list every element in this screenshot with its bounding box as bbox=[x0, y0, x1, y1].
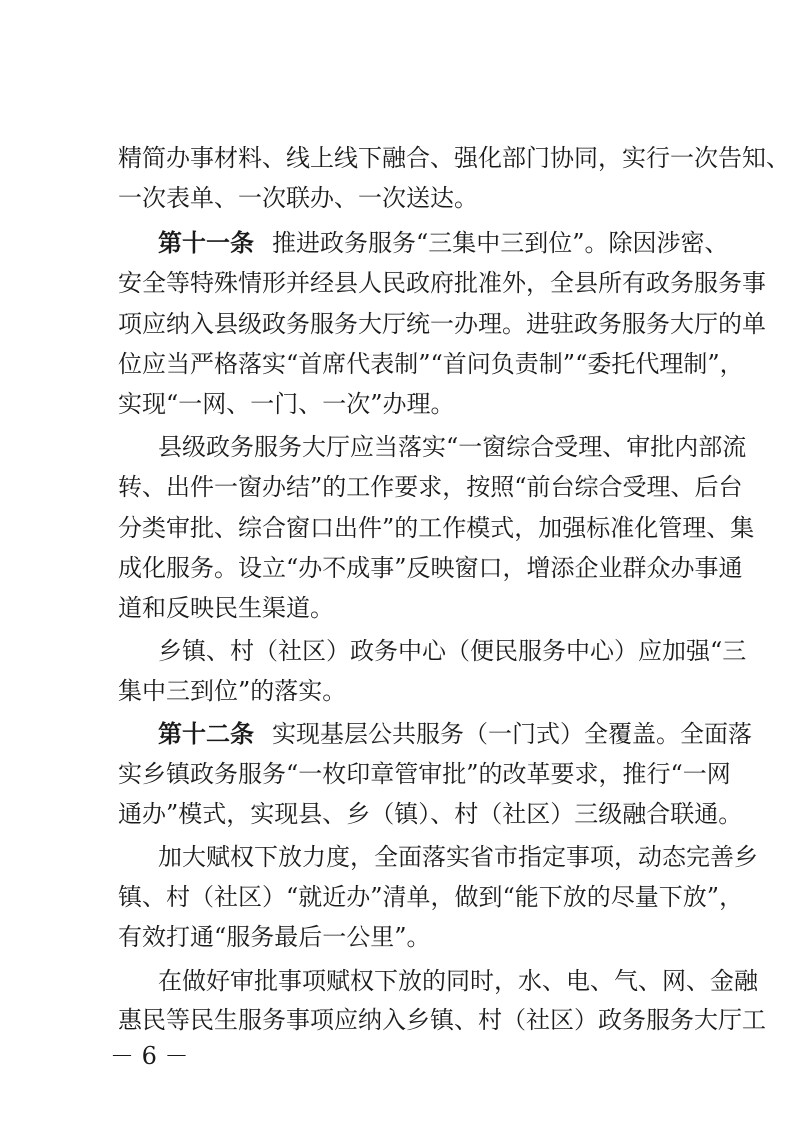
text-line: 通办”模式，实现县、乡（镇）、村（社区）三级融合联通。 bbox=[118, 800, 743, 828]
text-line: 道和反映民生渠道。 bbox=[118, 594, 334, 622]
text-line: 实现基层公共服务（一门式）全覆盖。全面落 bbox=[272, 720, 752, 748]
text-line: 县级政务服务大厅应当落实“一窗综合受理、审批内部流 bbox=[158, 433, 747, 461]
text-line: 实乡镇政务服务“一枚印章管审批”的改革要求，推行“一网 bbox=[118, 760, 731, 788]
text-line: 镇、村（社区）“就近办”清单，做到“能下放的尽量下放”， bbox=[118, 883, 744, 911]
article-12-paragraph-start bbox=[158, 714, 752, 754]
text-line: 转、出件一窗办结”的工作要求，按照“前台综合受理、后台 bbox=[118, 473, 743, 501]
article-11-heading: 第十一条 bbox=[158, 228, 254, 257]
text-line: 一次表单、一次联办、一次送达。 bbox=[118, 184, 478, 212]
article-12-heading: 第十二条 bbox=[158, 719, 254, 748]
text-line: 项应纳入县级政务服务大厅统一办理。进驻政务服务大厅的单 bbox=[118, 310, 766, 338]
text-line: 成化服务。设立“办不成事”反映窗口，增添企业群众办事通 bbox=[118, 554, 743, 582]
text-line: 有效打通“服务最后一公里”。 bbox=[118, 923, 431, 951]
text-line: 安全等特殊情形并经县人民政府批准外，全县所有政务服务事 bbox=[118, 269, 766, 297]
text-line: 推进政务服务“三集中三到位”。除因涉密、 bbox=[272, 229, 729, 257]
text-line: 加大赋权下放力度，全面落实省市指定事项，动态完善乡 bbox=[158, 843, 758, 871]
text-line: 位应当严格落实“首席代表制”“首问负责制”“委托代理制”， bbox=[118, 350, 744, 378]
text-line: 在做好审批事项赋权下放的同时，水、电、气、网、金融 bbox=[158, 967, 758, 995]
text-line: 惠民等民生服务事项应纳入乡镇、村（社区）政务服务大厅工 bbox=[118, 1006, 766, 1034]
text-line: 集中三到位”的落实。 bbox=[118, 677, 347, 705]
article-11-paragraph-start bbox=[158, 223, 729, 263]
text-line: 分类审批、综合窗口出件”的工作模式，加强标准化管理、集 bbox=[118, 514, 755, 542]
text-line: 精简办事材料、线上线下融合、强化部门协同，实行一次告知、 bbox=[118, 144, 790, 172]
text-line: 乡镇、村（社区）政务中心（便民服务中心）应加强“三 bbox=[158, 637, 747, 665]
page-number: － 6 － bbox=[110, 1042, 189, 1070]
text-line: 实现“一网、一门、一次”办理。 bbox=[118, 390, 455, 418]
